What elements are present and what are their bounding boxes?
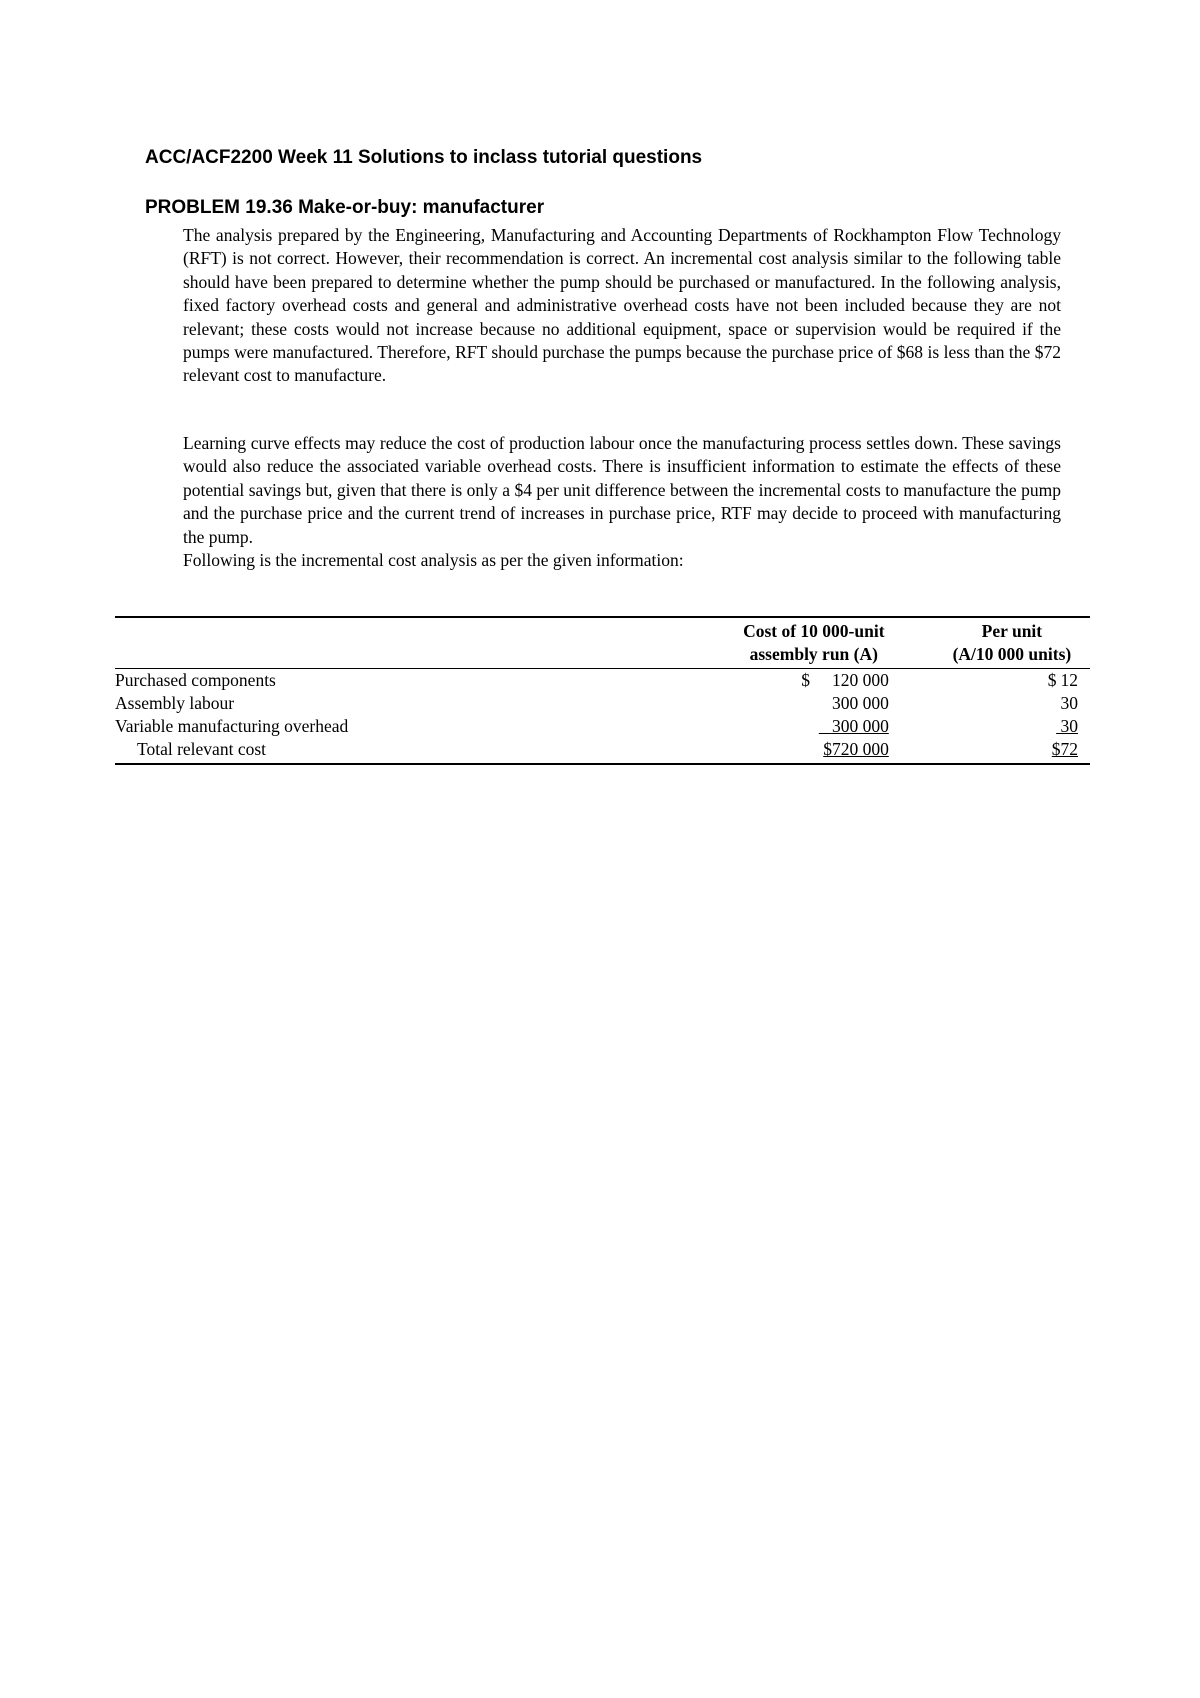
row-per-unit [934,715,1090,738]
header-unit-line1: Per unit [981,621,1043,641]
problem-heading: PROBLEM 19.36 Make-or-buy: manufacturer [145,197,545,218]
row-per-unit: 30 [1060,693,1078,713]
total-per-unit [934,738,1090,764]
row-label: Purchased components [115,670,276,690]
table-row [115,669,1090,693]
row-cost [694,715,934,738]
learning-curve-paragraph: Learning curve effects may reduce the cost of production labour once the manufacturing process settles down. These savings would also reduce the associated variable overhead costs. There is insufficient information to estimate the effects of these potential savings but, given that there is only a $4 per unit difference between the incremental costs to manufacture the pump and the purchase price and the current trend of increases in purchase price, RTF may decide to proceed with manufacturing the pump. [183,433,1061,547]
row-cost-value: 120 000 [831,670,889,690]
header-unit-column [934,617,1090,669]
analysis-paragraph: The analysis prepared by the Engineering, Manufacturing and Accounting Departments of Rockhampton Flow Technology (RFT) is not correct. However, their recommendation is correct. An incremental cost analysis similar to the following table should have been prepared to determine whether the pump should be purchased or manufactured. In the following analysis, fixed factory overhead costs and general and administrative overhead costs have not been included because they are not relevant; these costs would not increase because no additional equipment, space or supervision would be required if the pumps were manufactured. Therefore, RFT should purchase the pumps because the purchase price of $68 is less than the $72 relevant cost to manufacture. [183,225,1061,386]
table-intro-paragraph: Following is the incremental cost analysis as per the given information: [183,550,684,570]
row-per-unit-value: 12 [1060,670,1078,690]
row-cost [694,669,934,693]
header-unit-line2: (A/10 000 units) [952,644,1072,664]
table-header-row [115,617,1090,669]
total-per-unit-value: $72 [1051,739,1078,759]
row-cost: 300 000 [831,693,889,713]
header-cost-line1: Cost of 10 000-unit [743,621,885,641]
header-label-column [115,617,694,669]
currency-symbol: $ [801,670,810,690]
total-label: Total relevant cost [137,739,267,759]
row-per-unit [934,669,1090,693]
row-cost-value: 300 000 [831,716,889,736]
total-row [115,738,1090,764]
table-row [115,692,1090,715]
row-label: Variable manufacturing overhead [115,716,349,736]
total-cost-value: $720 000 [823,739,889,759]
row-label: Assembly labour [115,693,235,713]
header-cost-column [694,617,934,669]
document-title: ACC/ACF2200 Week 11 Solutions to inclass tutorial questions [145,147,703,168]
incremental-cost-table [115,616,1090,765]
header-cost-line2: assembly run (A) [749,644,878,664]
total-cost [694,738,934,764]
currency-symbol: $ [1047,670,1057,690]
row-per-unit-value: 30 [1060,716,1078,736]
table-row [115,715,1090,738]
